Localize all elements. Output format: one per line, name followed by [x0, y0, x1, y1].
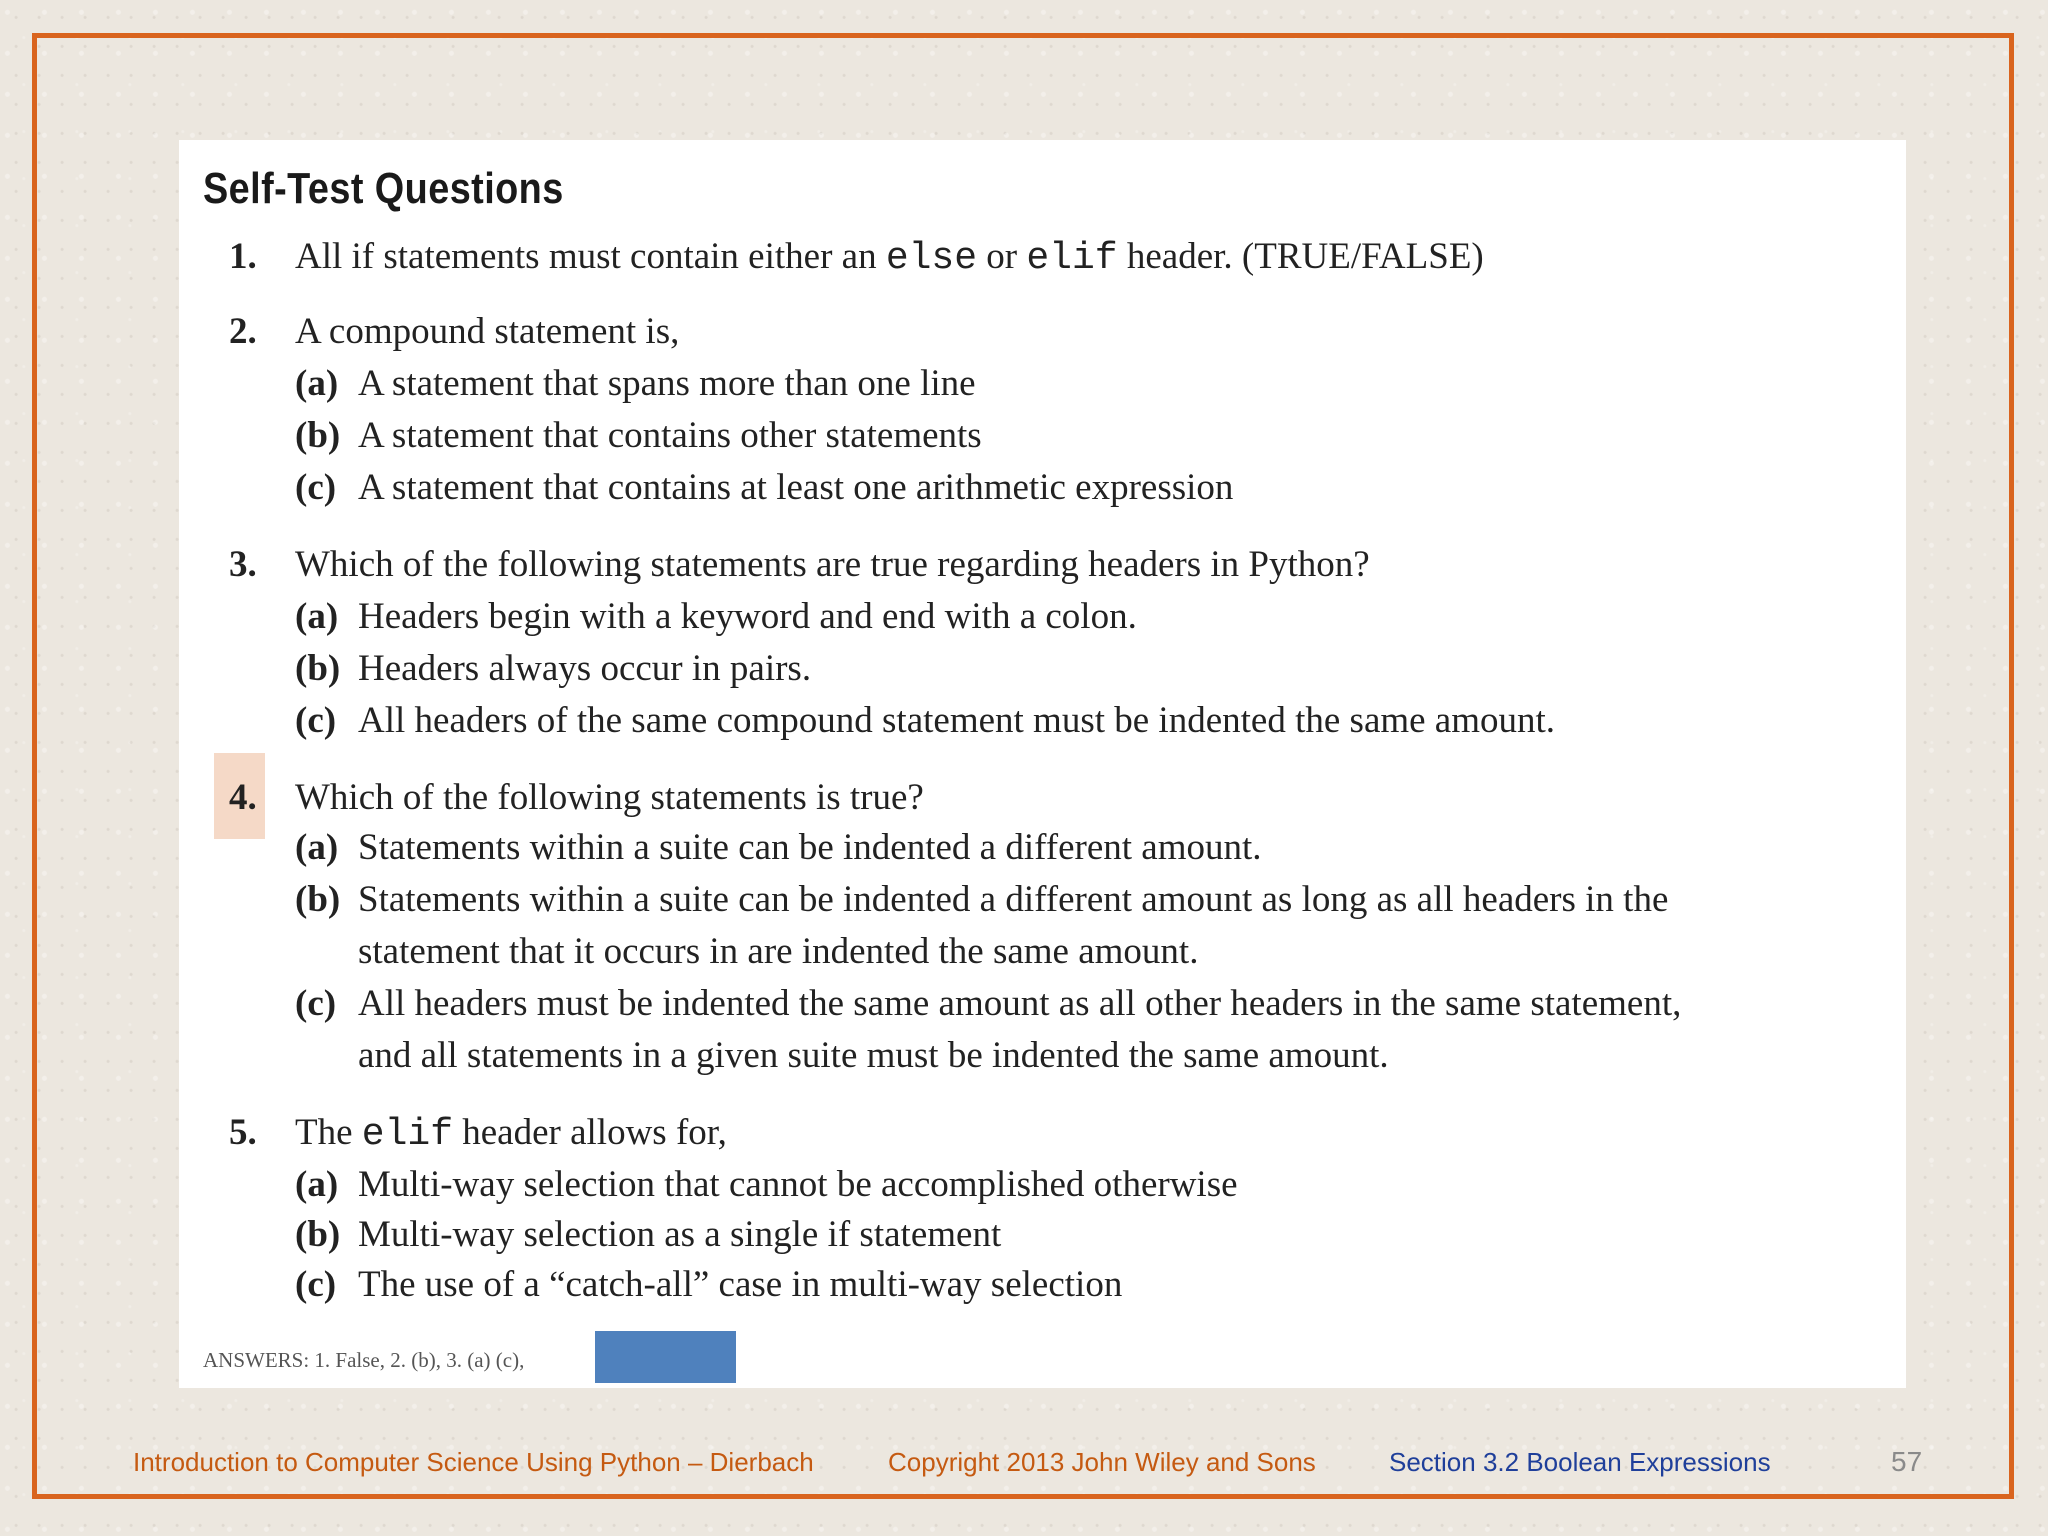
question-text: All if statements must contain either an else or elif header. (TRUE/FALSE): [295, 236, 1484, 280]
option-text: Statements within a suite can be indented a different amount as long as all headers in the: [358, 879, 1669, 920]
page-number: 57: [1891, 1446, 1923, 1477]
option-text: All headers must be indented the same amount as all other headers in the same statement,: [358, 983, 1682, 1024]
option-text: statement that it occurs in are indented the same amount.: [358, 931, 1199, 972]
footer-book-title: Introduction to Computer Science Using Python – Dierbach: [133, 1447, 814, 1477]
option-text: Headers begin with a keyword and end with a colon.: [358, 596, 1137, 637]
question-number: 1.: [229, 236, 257, 277]
option-label: (c): [295, 700, 337, 741]
option-label: (b): [295, 879, 341, 920]
question-text: Which of the following statements are true regarding headers in Python?: [295, 544, 1370, 585]
option-label: (a): [295, 596, 339, 637]
option-text: All headers of the same compound statement must be indented the same amount.: [358, 700, 1556, 741]
option-label: (c): [295, 983, 337, 1024]
option-label: (c): [295, 467, 337, 508]
option-label: (b): [295, 648, 341, 689]
option-label: (a): [295, 827, 339, 868]
option-text: A statement that contains at least one arithmetic expression: [358, 467, 1234, 508]
option-label: (a): [295, 1164, 339, 1205]
option-text: Multi-way selection as a single if statement: [358, 1214, 1002, 1255]
option-text: A statement that spans more than one line: [358, 363, 976, 404]
option-text: and all statements in a given suite must be indented the same amount.: [358, 1035, 1389, 1076]
answer-mask-box: [595, 1331, 736, 1383]
option-text: Headers always occur in pairs.: [358, 648, 812, 689]
question-text: The elif header allows for,: [295, 1112, 727, 1156]
question-text: Which of the following statements is true?: [295, 777, 924, 818]
option-text: The use of a “catch-all” case in multi-way selection: [358, 1264, 1123, 1305]
question-number: 4.: [229, 777, 257, 818]
footer-copyright: Copyright 2013 John Wiley and Sons: [888, 1447, 1316, 1477]
question-number: 2.: [229, 311, 257, 352]
option-text: Multi-way selection that cannot be accomplished otherwise: [358, 1164, 1238, 1205]
footer-section: Section 3.2 Boolean Expressions: [1389, 1447, 1771, 1477]
option-label: (b): [295, 1214, 341, 1255]
option-label: (a): [295, 363, 339, 404]
question-number: 3.: [229, 544, 257, 585]
answers-line: ANSWERS: 1. False, 2. (b), 3. (a) (c),: [203, 1348, 525, 1372]
question-text: A compound statement is,: [295, 311, 680, 352]
option-label: (b): [295, 415, 341, 456]
page-title: Self-Test Questions: [203, 164, 564, 213]
option-text: Statements within a suite can be indented a different amount.: [358, 827, 1262, 868]
question-number: 5.: [229, 1112, 257, 1153]
option-text: A statement that contains other statements: [358, 415, 982, 456]
option-label: (c): [295, 1264, 337, 1305]
question-card: [179, 140, 1906, 1388]
